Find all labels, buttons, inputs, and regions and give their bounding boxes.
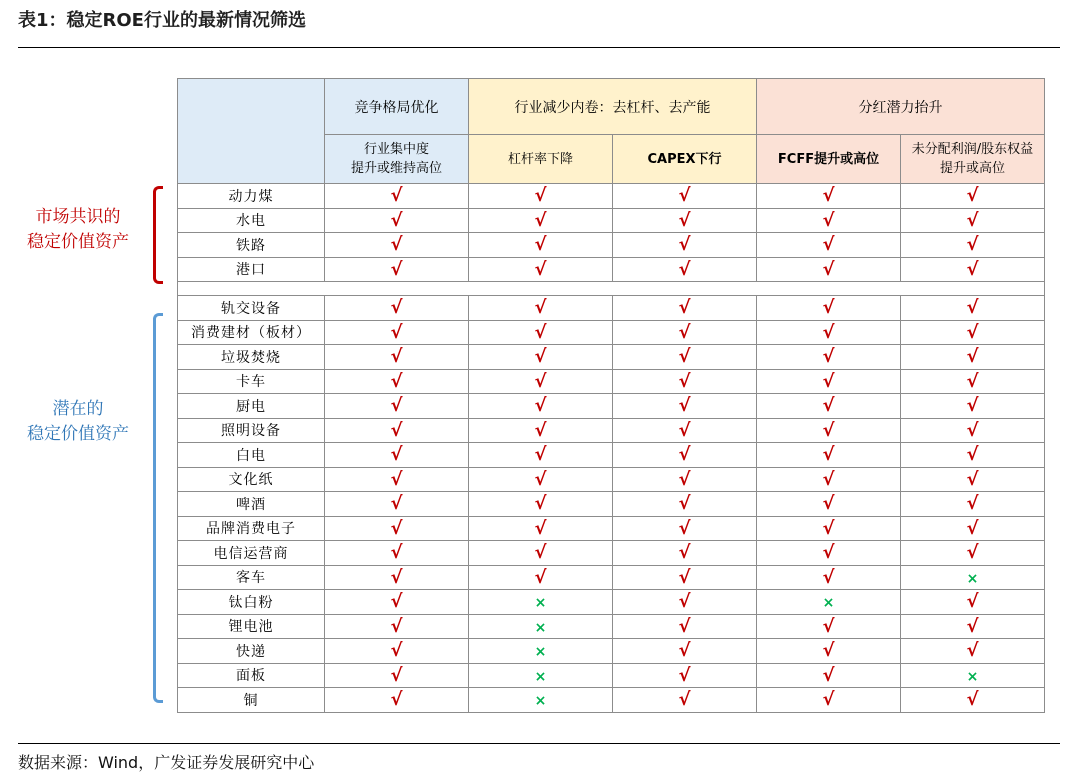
- screen-cell: [325, 208, 469, 233]
- industry-name: 面板: [178, 663, 325, 688]
- check-mark-icon: √: [966, 591, 979, 613]
- check-mark-icon: √: [822, 234, 835, 256]
- table-row: [178, 565, 1045, 590]
- check-mark-icon: √: [678, 297, 691, 319]
- industry-name: 消费建材（板材）: [178, 320, 325, 345]
- screen-cell: [757, 394, 901, 419]
- check-mark-icon: √: [822, 321, 835, 343]
- cross-mark-icon: ×: [966, 570, 979, 587]
- check-mark-icon: √: [390, 185, 403, 207]
- screen-cell: [469, 418, 613, 443]
- screen-cell: [613, 516, 757, 541]
- screen-cell: [757, 320, 901, 345]
- check-mark-icon: √: [534, 234, 547, 256]
- check-mark-icon: √: [534, 346, 547, 368]
- check-mark-icon: √: [534, 321, 547, 343]
- screen-cell: [757, 418, 901, 443]
- screen-cell: [469, 369, 613, 394]
- check-mark-icon: √: [534, 468, 547, 490]
- check-mark-icon: √: [678, 234, 691, 256]
- screen-cell: [469, 233, 613, 258]
- check-mark-icon: √: [678, 591, 691, 613]
- header-text: 未分配利润/股东权益: [911, 142, 1034, 157]
- industry-name: 卡车: [178, 369, 325, 394]
- screen-cell: [901, 614, 1045, 639]
- check-mark-icon: √: [534, 566, 547, 588]
- table-row: [178, 345, 1045, 370]
- screen-cell: [901, 345, 1045, 370]
- header-metric-capex: CAPEX下行: [613, 135, 757, 184]
- screen-cell: [901, 688, 1045, 713]
- check-mark-icon: √: [966, 297, 979, 319]
- screen-cell: [901, 467, 1045, 492]
- screen-cell: [469, 541, 613, 566]
- screen-cell: [613, 467, 757, 492]
- industry-name: 钛白粉: [178, 590, 325, 615]
- screen-cell: [901, 369, 1045, 394]
- check-mark-icon: √: [966, 444, 979, 466]
- top-divider: [18, 47, 1060, 48]
- check-mark-icon: √: [966, 209, 979, 231]
- header-cat-deleverage: 行业减少内卷：去杠杆、去产能: [469, 79, 757, 135]
- screening-table: [177, 78, 1045, 713]
- header-text: 行业集中度: [363, 142, 429, 157]
- check-mark-icon: √: [966, 419, 979, 441]
- table-row: [178, 233, 1045, 258]
- check-mark-icon: √: [966, 234, 979, 256]
- screen-cell: [469, 663, 613, 688]
- check-mark-icon: √: [678, 185, 691, 207]
- group-label-line: 潜在的: [52, 399, 104, 419]
- table-row: [178, 443, 1045, 468]
- screen-cell: [613, 345, 757, 370]
- check-mark-icon: √: [678, 542, 691, 564]
- check-mark-icon: √: [534, 297, 547, 319]
- bracket-consensus: [153, 186, 163, 284]
- screen-cell: [613, 688, 757, 713]
- screen-cell: [613, 565, 757, 590]
- screen-cell: [901, 184, 1045, 209]
- header-metric-retained: [901, 135, 1045, 184]
- screen-cell: [325, 345, 469, 370]
- screen-cell: [613, 369, 757, 394]
- check-mark-icon: √: [534, 444, 547, 466]
- group-label-potential: [18, 397, 138, 447]
- table-row: [178, 516, 1045, 541]
- check-mark-icon: √: [822, 566, 835, 588]
- screen-cell: [469, 492, 613, 517]
- screen-cell: [901, 663, 1045, 688]
- screen-cell: [325, 257, 469, 282]
- check-mark-icon: √: [534, 395, 547, 417]
- check-mark-icon: √: [678, 321, 691, 343]
- screen-cell: [757, 639, 901, 664]
- cross-mark-icon: ×: [822, 595, 835, 612]
- industry-name: 厨电: [178, 394, 325, 419]
- header-cat-dividend: 分红潜力抬升: [757, 79, 1045, 135]
- screen-cell: [901, 590, 1045, 615]
- screen-cell: [757, 208, 901, 233]
- screen-cell: [757, 257, 901, 282]
- table-row: [178, 663, 1045, 688]
- screen-cell: [613, 394, 757, 419]
- screen-cell: [469, 467, 613, 492]
- header-text: 提升或维持高位: [350, 161, 442, 176]
- screen-cell: [469, 565, 613, 590]
- screen-cell: [325, 369, 469, 394]
- screen-cell: [325, 590, 469, 615]
- check-mark-icon: √: [822, 395, 835, 417]
- check-mark-icon: √: [678, 209, 691, 231]
- bottom-divider: [18, 743, 1060, 744]
- table-row: [178, 639, 1045, 664]
- cross-mark-icon: ×: [966, 668, 979, 685]
- industry-name: 铁路: [178, 233, 325, 258]
- check-mark-icon: √: [966, 640, 979, 662]
- check-mark-icon: √: [390, 517, 403, 539]
- screen-cell: [613, 614, 757, 639]
- page-title: 表1：稳定ROE行业的最新情况筛选: [18, 10, 306, 31]
- screen-cell: [757, 565, 901, 590]
- check-mark-icon: √: [822, 258, 835, 280]
- separator-cell: [178, 282, 1045, 296]
- check-mark-icon: √: [678, 640, 691, 662]
- screen-cell: [325, 184, 469, 209]
- check-mark-icon: √: [822, 468, 835, 490]
- check-mark-icon: √: [966, 395, 979, 417]
- check-mark-icon: √: [822, 419, 835, 441]
- screen-cell: [325, 233, 469, 258]
- check-mark-icon: √: [390, 444, 403, 466]
- screen-cell: [469, 257, 613, 282]
- check-mark-icon: √: [966, 542, 979, 564]
- screen-cell: [325, 467, 469, 492]
- table-row: [178, 296, 1045, 321]
- cross-mark-icon: ×: [534, 693, 547, 710]
- screen-cell: [901, 296, 1045, 321]
- screen-cell: [757, 541, 901, 566]
- screen-cell: [469, 208, 613, 233]
- screen-cell: [757, 184, 901, 209]
- screen-cell: [325, 443, 469, 468]
- check-mark-icon: √: [390, 640, 403, 662]
- check-mark-icon: √: [390, 664, 403, 686]
- industry-name: 港口: [178, 257, 325, 282]
- table-row: [178, 467, 1045, 492]
- industry-name: 轨交设备: [178, 296, 325, 321]
- check-mark-icon: √: [678, 370, 691, 392]
- screen-cell: [325, 614, 469, 639]
- screen-cell: [469, 590, 613, 615]
- check-mark-icon: √: [822, 615, 835, 637]
- check-mark-icon: √: [966, 493, 979, 515]
- screen-cell: [757, 516, 901, 541]
- screen-cell: [613, 443, 757, 468]
- screen-cell: [613, 233, 757, 258]
- table-row: [178, 394, 1045, 419]
- table-row: [178, 369, 1045, 394]
- cross-mark-icon: ×: [534, 644, 547, 661]
- header-corner: [178, 79, 325, 184]
- group-label-line: 稳定价值资产: [27, 232, 129, 252]
- screen-cell: [613, 208, 757, 233]
- table-row: [178, 492, 1045, 517]
- check-mark-icon: √: [390, 370, 403, 392]
- check-mark-icon: √: [390, 591, 403, 613]
- screen-cell: [613, 541, 757, 566]
- screen-cell: [613, 296, 757, 321]
- check-mark-icon: √: [390, 321, 403, 343]
- screen-cell: [469, 320, 613, 345]
- header-text: 提升或高位: [939, 161, 1005, 176]
- screen-cell: [613, 639, 757, 664]
- check-mark-icon: √: [966, 258, 979, 280]
- screen-cell: [757, 369, 901, 394]
- check-mark-icon: √: [678, 468, 691, 490]
- table-row: [178, 614, 1045, 639]
- screen-cell: [613, 663, 757, 688]
- source-note: 数据来源：Wind，广发证券发展研究中心: [18, 753, 315, 772]
- check-mark-icon: √: [966, 321, 979, 343]
- screen-cell: [757, 614, 901, 639]
- check-mark-icon: √: [390, 689, 403, 711]
- industry-name: 垃圾焚烧: [178, 345, 325, 370]
- screen-cell: [469, 296, 613, 321]
- check-mark-icon: √: [678, 419, 691, 441]
- screen-cell: [325, 541, 469, 566]
- check-mark-icon: √: [822, 444, 835, 466]
- industry-name: 啤酒: [178, 492, 325, 517]
- check-mark-icon: √: [390, 542, 403, 564]
- check-mark-icon: √: [822, 370, 835, 392]
- check-mark-icon: √: [966, 689, 979, 711]
- screen-cell: [613, 590, 757, 615]
- screen-cell: [613, 418, 757, 443]
- screen-cell: [901, 394, 1045, 419]
- screen-cell: [901, 418, 1045, 443]
- screen-cell: [325, 663, 469, 688]
- cross-mark-icon: ×: [534, 595, 547, 612]
- check-mark-icon: √: [678, 258, 691, 280]
- industry-name: 文化纸: [178, 467, 325, 492]
- check-mark-icon: √: [822, 209, 835, 231]
- check-mark-icon: √: [966, 185, 979, 207]
- screen-cell: [757, 345, 901, 370]
- group-separator-row: [178, 282, 1045, 296]
- screen-cell: [757, 590, 901, 615]
- check-mark-icon: √: [390, 234, 403, 256]
- industry-name: 电信运营商: [178, 541, 325, 566]
- check-mark-icon: √: [678, 395, 691, 417]
- screen-cell: [901, 565, 1045, 590]
- screen-cell: [325, 639, 469, 664]
- screen-cell: [325, 418, 469, 443]
- check-mark-icon: √: [822, 664, 835, 686]
- screen-cell: [469, 443, 613, 468]
- table-row: [178, 208, 1045, 233]
- screen-cell: [613, 184, 757, 209]
- screen-cell: [757, 467, 901, 492]
- check-mark-icon: √: [390, 615, 403, 637]
- screen-cell: [469, 688, 613, 713]
- industry-name: 品牌消费电子: [178, 516, 325, 541]
- table-row: [178, 688, 1045, 713]
- industry-name: 水电: [178, 208, 325, 233]
- check-mark-icon: √: [390, 419, 403, 441]
- table-row: [178, 257, 1045, 282]
- table-row: [178, 590, 1045, 615]
- check-mark-icon: √: [390, 493, 403, 515]
- industry-name: 铜: [178, 688, 325, 713]
- screen-cell: [325, 296, 469, 321]
- cross-mark-icon: ×: [534, 668, 547, 685]
- check-mark-icon: √: [822, 346, 835, 368]
- header-metric-leverage: 杠杆率下降: [469, 135, 613, 184]
- table-row: [178, 541, 1045, 566]
- screen-cell: [757, 688, 901, 713]
- screen-cell: [901, 516, 1045, 541]
- screen-cell: [757, 663, 901, 688]
- screen-cell: [901, 443, 1045, 468]
- screen-cell: [901, 492, 1045, 517]
- screen-cell: [613, 257, 757, 282]
- check-mark-icon: √: [390, 468, 403, 490]
- screen-cell: [613, 492, 757, 517]
- screen-cell: [325, 516, 469, 541]
- industry-name: 动力煤: [178, 184, 325, 209]
- group-label-consensus: [18, 205, 138, 255]
- check-mark-icon: √: [678, 444, 691, 466]
- screen-cell: [757, 296, 901, 321]
- check-mark-icon: √: [534, 370, 547, 392]
- screen-cell: [469, 516, 613, 541]
- check-mark-icon: √: [534, 258, 547, 280]
- check-mark-icon: √: [966, 615, 979, 637]
- check-mark-icon: √: [966, 517, 979, 539]
- industry-name: 照明设备: [178, 418, 325, 443]
- screen-cell: [325, 688, 469, 713]
- cross-mark-icon: ×: [534, 619, 547, 636]
- check-mark-icon: √: [822, 517, 835, 539]
- screen-cell: [757, 443, 901, 468]
- check-mark-icon: √: [390, 258, 403, 280]
- check-mark-icon: √: [822, 297, 835, 319]
- check-mark-icon: √: [678, 517, 691, 539]
- screen-cell: [469, 184, 613, 209]
- table-row: [178, 184, 1045, 209]
- industry-name: 白电: [178, 443, 325, 468]
- group-label-line: 稳定价值资产: [27, 424, 129, 444]
- header-metric-concentration: [325, 135, 469, 184]
- check-mark-icon: √: [390, 209, 403, 231]
- check-mark-icon: √: [678, 493, 691, 515]
- group-label-line: 市场共识的: [35, 207, 121, 227]
- check-mark-icon: √: [966, 370, 979, 392]
- bracket-potential: [153, 313, 163, 703]
- screen-cell: [901, 257, 1045, 282]
- screen-cell: [757, 233, 901, 258]
- screen-cell: [901, 233, 1045, 258]
- industry-name: 客车: [178, 565, 325, 590]
- screen-cell: [325, 492, 469, 517]
- screen-cell: [901, 208, 1045, 233]
- header-cat-competition: 竞争格局优化: [325, 79, 469, 135]
- check-mark-icon: √: [534, 185, 547, 207]
- table-row: [178, 418, 1045, 443]
- screen-cell: [325, 394, 469, 419]
- check-mark-icon: √: [678, 664, 691, 686]
- industry-name: 锂电池: [178, 614, 325, 639]
- check-mark-icon: √: [390, 297, 403, 319]
- check-mark-icon: √: [534, 209, 547, 231]
- check-mark-icon: √: [534, 493, 547, 515]
- check-mark-icon: √: [534, 542, 547, 564]
- check-mark-icon: √: [534, 419, 547, 441]
- header-metric-fcff: FCFF提升或高位: [757, 135, 901, 184]
- screen-cell: [901, 320, 1045, 345]
- check-mark-icon: √: [822, 689, 835, 711]
- screen-cell: [325, 320, 469, 345]
- screen-cell: [757, 492, 901, 517]
- screen-cell: [469, 345, 613, 370]
- check-mark-icon: √: [534, 517, 547, 539]
- check-mark-icon: √: [822, 640, 835, 662]
- check-mark-icon: √: [678, 615, 691, 637]
- screen-cell: [469, 394, 613, 419]
- header-row-categories: [178, 79, 1045, 135]
- check-mark-icon: √: [678, 346, 691, 368]
- check-mark-icon: √: [966, 468, 979, 490]
- industry-name: 快递: [178, 639, 325, 664]
- screen-cell: [325, 565, 469, 590]
- screen-cell: [469, 639, 613, 664]
- screen-cell: [901, 541, 1045, 566]
- table-row: [178, 320, 1045, 345]
- check-mark-icon: √: [678, 566, 691, 588]
- check-mark-icon: √: [390, 566, 403, 588]
- screen-cell: [469, 614, 613, 639]
- check-mark-icon: √: [390, 346, 403, 368]
- check-mark-icon: √: [966, 346, 979, 368]
- check-mark-icon: √: [822, 185, 835, 207]
- screen-cell: [613, 320, 757, 345]
- check-mark-icon: √: [390, 395, 403, 417]
- check-mark-icon: √: [822, 542, 835, 564]
- check-mark-icon: √: [678, 689, 691, 711]
- check-mark-icon: √: [822, 493, 835, 515]
- screen-cell: [901, 639, 1045, 664]
